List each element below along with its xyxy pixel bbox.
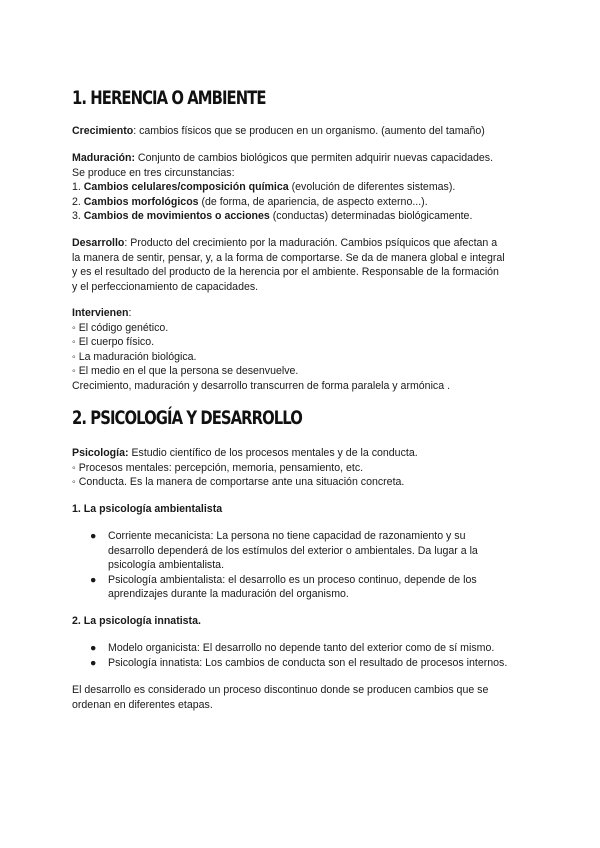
- bullet-item: ● Modelo organicista: El desarrollo no depende tanto del exterior como de sí mismo.: [90, 642, 495, 654]
- maduracion-item-3: 3. Cambios de movimientos o acciones (conductas) determinadas biológicamente.: [72, 210, 473, 223]
- psicologia-item: ◦ Conducta. Es la manera de comportarse ante una situación concreta.: [72, 476, 405, 489]
- intervienen-closing: Crecimiento, maduración y desarrollo transcurren de forma paralela y armónica .: [72, 379, 451, 392]
- maduracion-line2: Se produce en tres circunstancias:: [72, 166, 235, 179]
- intervienen-item: ◦ El cuerpo físico.: [72, 336, 155, 349]
- maduracion-paragraph: [72, 151, 532, 224]
- subsection-2-bullets: [90, 641, 530, 670]
- psicologia-item: ◦ Procesos mentales: percepción, memoria, pensamiento, etc.: [72, 461, 364, 474]
- desarrollo-line: y es el resultado del producto de la herencia por el ambiente. Responsable de la formación: [72, 266, 499, 279]
- subsection-2-title: 2. La psicología innatista.: [72, 615, 201, 627]
- section-1-title: 1. HERENCIA O AMBIENTE: [72, 87, 266, 109]
- closing-paragraph: El desarrollo es considerado un proceso discontinuo donde se producen cambios que se ordenan en diferentes etapas.: [72, 684, 489, 711]
- intervienen-item: ◦ La maduración biológica.: [72, 350, 197, 363]
- subsection-1-title: 1. La psicología ambientalista: [72, 503, 223, 515]
- section-2-title: 2. PSICOLOGÍA Y DESARROLLO: [72, 407, 302, 429]
- bullet-dot-icon: ●: [90, 656, 97, 669]
- bullet-item: ● Corriente mecanicista: La persona no tiene capacidad de razonamiento y su desarrollo dependerá de los estímulos del exterior o ambientales. Da lugar a la psicología ambientalista.: [90, 530, 478, 572]
- bullet-dot-icon: ●: [90, 573, 97, 586]
- desarrollo-line: y el perfeccionamiento de capacidades.: [72, 280, 259, 293]
- desarrollo-line: la manera de sentir, pensar, y, a la forma de comportarse. Se da de manera global e integral: [72, 251, 505, 264]
- desarrollo-paragraph: Desarrollo: Producto del crecimiento por la maduración. Cambios psíquicos que afectan a la manera de sentir, pensar, y, a la forma de comportarse. Se da de manera global e integral y es el resultado del producto de la herencia por el ambiente. Responsable de la formación y el perfeccionamiento de capacidades.: [72, 236, 532, 294]
- crecimiento-paragraph: [72, 124, 532, 139]
- maduracion-text: Conjunto de cambios biológicos que permiten adquirir nuevas capacidades.: [134, 152, 494, 164]
- psicologia-term: Psicología:: [72, 447, 129, 459]
- bullet-dot-icon: ●: [90, 642, 97, 654]
- crecimiento-text: : cambios físicos que se producen en un organismo. (aumento del tamaño): [133, 125, 485, 137]
- bullet-item: ● Psicología ambientalista: el desarrollo es un proceso continuo, depende de los aprendizajes durante la maduración del organismo.: [90, 573, 477, 601]
- bullet-dot-icon: ●: [90, 530, 97, 542]
- maduracion-item-2: 2. Cambios morfológicos (de forma, de apariencia, de aspecto externo...).: [72, 195, 428, 208]
- intervienen-term: Intervienen: [72, 307, 129, 319]
- intervienen-item: ◦ El código genético.: [72, 321, 169, 334]
- subsection-1-bullets: [90, 529, 530, 602]
- maduracion-item-1: 1. Cambios celulares/composición química (evolución de diferentes sistemas).: [72, 181, 456, 194]
- intervienen-paragraph: Intervienen: ◦ El código genético. ◦ El cuerpo físico. ◦ La maduración biológica. ◦ El medio en el que la persona se desenvuelve. Crecimiento, maduración y desarrollo transcurren de forma paralela y armónica .: [72, 306, 532, 394]
- intervienen-item: ◦ El medio en el que la persona se desenvuelve.: [72, 365, 299, 378]
- maduracion-term: Maduración:: [72, 152, 135, 164]
- desarrollo-term: Desarrollo: [72, 237, 125, 249]
- bullet-item: ● Psicología innatista: Los cambios de conducta son el resultado de procesos internos.: [90, 656, 508, 669]
- psicologia-paragraph: Psicología: Estudio científico de los procesos mentales y de la conducta. ◦ Procesos mentales: percepción, memoria, pensamiento, etc. ◦ Conducta. Es la manera de comportarse ante una situación concreta.: [72, 446, 532, 490]
- crecimiento-term: Crecimiento: [72, 125, 134, 137]
